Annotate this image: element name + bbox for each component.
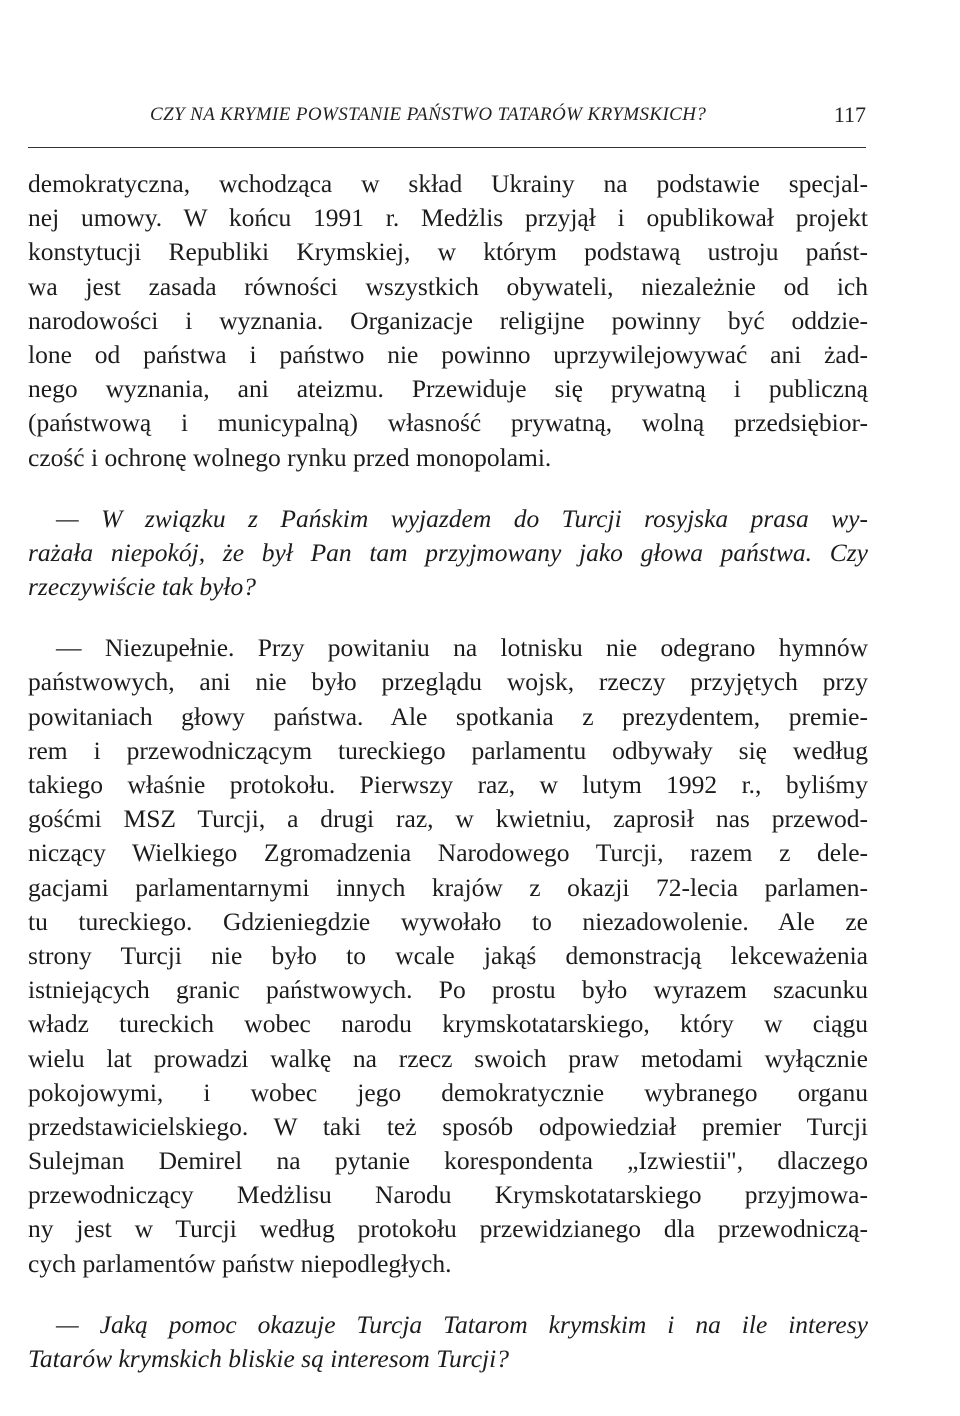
text-line: strony Turcji nie było to wcale jakąś demonstracją lekceważenia [28,940,868,970]
text-line: cych parlamentów państw niepodległych. [28,1248,452,1278]
text-line: istniejących granic państwowych. Po prostu było wyrazem szacunku [28,975,868,1005]
interview-question [28,502,868,605]
text-line: narodowości i wyznania. Organizacje religijne powinny być oddzie- [28,305,868,335]
text-line: niczący Wielkiego Zgromadzenia Narodowego Turcji, razem z dele- [28,838,868,868]
text-line: demokratyczna, wchodząca w skład Ukrainy na podstawie specjal- [28,169,868,198]
text-line: przewodniczący Medżlisu Narodu Krymskotatarskiego przyjmowa- [28,1180,868,1210]
text-line: czość i ochronę wolnego rynku przed monopolami. [28,442,552,472]
text-line: — Jaką pomoc okazuje Turcja Tatarom krymskim i na ile interesy [56,1309,868,1339]
text-line: konstytucji Republiki Krymskiej, w którym podstawą ustroju państ- [28,237,868,267]
text-line: państwowych, ani nie było przeglądu wojsk, rzeczy przyjętych przy [28,667,868,697]
text-line: rzeczywiście tak było? [28,572,257,602]
text-line: wielu lat prowadzi walkę na rzecz swoich praw metodami wyłącznie [28,1043,868,1073]
text-line: nej umowy. W końcu 1991 r. Medżlis przyjął i opublikował projekt [28,203,868,233]
header-rule [28,147,866,148]
text-line: — Niezupełnie. Przy powitaniu na lotnisku nie odegrano hymnów [56,633,868,663]
running-head [150,102,866,138]
text-line: nego wyznania, ani ateizmu. Przewiduje się prywatną i publiczną [28,374,868,404]
paragraph [28,631,868,1281]
text-line: — W związku z Pańskim wyjazdem do Turcji rosyjska prasa wy- [56,503,868,533]
text-line: takiego właśnie protokołu. Pierwszy raz, w lutym 1992 r., byliśmy [28,770,868,799]
text-line: tu tureckiego. Gdzieniegdzie wywołało to niezadowolenie. Ale ze [28,906,868,936]
text-line: rem i przewodniczącym tureckiego parlamentu odbywały się według [28,735,868,765]
text-line: gacjami parlamentarnymi innych krajów z okazji 72-lecia parlamen- [28,872,868,902]
text-line: ny jest w Turcji według protokołu przewidzianego dla przewodniczą- [28,1214,868,1244]
text-line: pokojowymi, i wobec jego demokratycznie wybranego organu [28,1077,868,1107]
running-title: CZY NA KRYMIE POWSTANIE PAŃSTWO TATARÓW KRYMSKICH? [150,104,707,125]
page-number: 117 [833,102,866,127]
text-line: Sulejman Demirel na pytanie korespondenta „Izwiestii", dlaczego [28,1146,868,1176]
text-line: przedstawicielskiego. W taki też sposób odpowiedział premier Turcji [28,1111,868,1141]
text-line: rażała niepokój, że był Pan tam przyjmowany jako głowa państwa. Czy [28,537,868,567]
text-line: gośćmi MSZ Turcji, a drugi raz, w kwietniu, zaprosił nas przewod- [28,804,868,834]
text-line: powitaniach głowy państwa. Ale spotkania z prezydentem, premie- [28,701,868,731]
paragraph [28,167,868,475]
body-text [28,167,868,1376]
text-line: władz tureckich wobec narodu krymskotatarskiego, który w ciągu [28,1009,868,1039]
interview-question [28,1308,868,1376]
text-line: (państwową i municypalną) własność prywatną, wolną przedsiębior- [28,408,868,438]
text-line: Tatarów krymskich bliskie są interesom Turcji? [28,1344,509,1373]
text-line: wa jest zasada równości wszystkich obywateli, niezależnie od ich [28,271,868,301]
text-line: lone od państwa i państwo nie powinno uprzywilejowywać ani żad- [28,339,868,369]
